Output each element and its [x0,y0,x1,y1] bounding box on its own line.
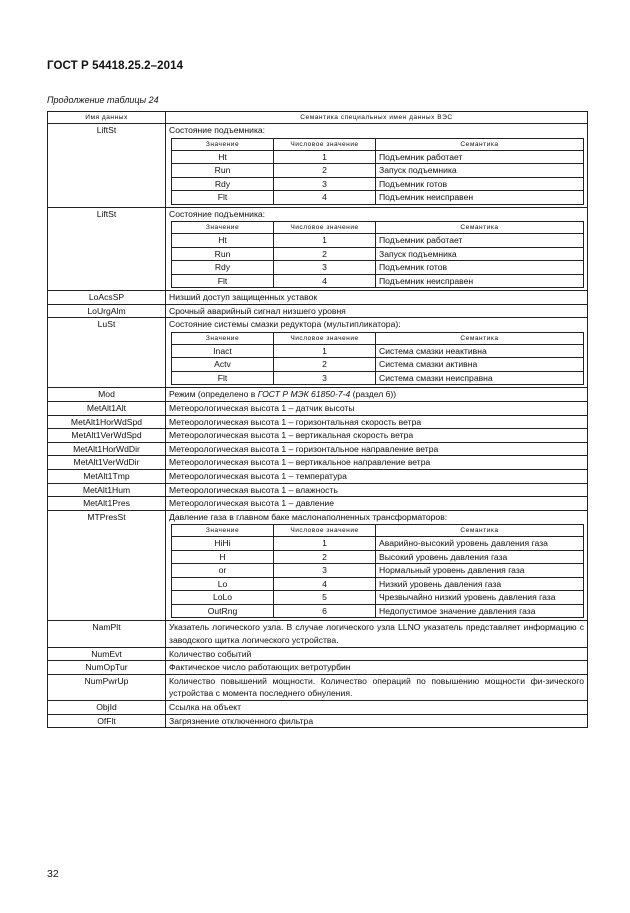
enum-header-numeric: Числовое значение [274,332,376,344]
enum-value: OutRng [172,604,274,618]
enum-semantics: Система смазки активна [376,358,584,372]
enum-numeric-value: 2 [274,550,376,564]
semantics-text: Ссылка на объект [169,701,242,712]
enum-numeric-value: 1 [274,150,376,164]
enum-numeric-value: 2 [274,247,376,261]
enum-numeric-value: 1 [274,344,376,358]
data-name-cell: NamPlt [48,621,166,647]
enum-row [172,550,584,564]
enum-header-value: Значение [172,222,274,234]
semantics-text: Состояние системы смазки редуктора (мультипликатора): [169,319,401,330]
enum-row [172,577,584,591]
semantics-text-end: (раздел 6)) [350,389,397,400]
enum-numeric-value: 4 [274,577,376,591]
enum-row [172,177,584,191]
table-row [48,207,588,291]
data-name-cell: NumPwrUp [48,674,166,700]
enum-value: Flt [172,191,274,205]
enum-semantics: Запуск подъемника [376,247,584,261]
page-number: 32 [47,868,59,880]
semantics-text: Метеорологическая высота 1 – вертикальная скорость ветра [169,430,414,441]
semantics-cell [166,388,588,402]
semantics-cell [166,674,588,700]
enum-numeric-value: 6 [274,604,376,618]
enum-semantics: Запуск подъемника [376,164,584,178]
enum-row [172,234,584,248]
enum-row [172,591,584,605]
semantics-cell [166,497,588,511]
enum-value: Ht [172,150,274,164]
enum-row [172,564,584,578]
table-row [48,621,588,647]
data-name-cell: LiftSt [48,207,166,291]
semantics-cell [166,318,588,388]
enum-value: Run [172,164,274,178]
enum-values-table [171,221,584,288]
enum-header-numeric: Числовое значение [274,222,376,234]
semantics-cell [166,456,588,470]
semantics-text: Давление газа в главном баке маслонаполненных трансформаторов: [169,511,448,522]
table-row [48,674,588,700]
data-name-cell: MTPresSt [48,510,166,621]
enum-value: Actv [172,358,274,372]
enum-value: Flt [172,274,274,288]
data-name-cell: LoAcsSP [48,291,166,305]
table-row [48,510,588,621]
enum-numeric-value: 3 [274,177,376,191]
enum-header-value: Значение [172,332,274,344]
data-name-cell: NumOpTur [48,661,166,675]
enum-row [172,358,584,372]
table-row [48,402,588,416]
enum-header-semantics: Семантика [376,525,584,537]
enum-row [172,191,584,205]
table-row [48,661,588,675]
enum-header-numeric: Числовое значение [274,138,376,150]
semantics-text: Метеорологическая высота 1 – давление [169,498,335,509]
enum-semantics: Подъемник неисправен [376,274,584,288]
enum-header-value: Значение [172,525,274,537]
semantics-text: Состояние подъемника: [169,208,266,219]
data-name-cell: MetAlt1HorWdDir [48,442,166,456]
semantics-cell [166,402,588,416]
data-name-cell: MetAlt1Tmp [48,470,166,484]
enum-semantics: Низкий уровень давления газа [376,577,584,591]
enum-semantics: Высокий уровень давления газа [376,550,584,564]
standard-reference: ГОСТ Р МЭК 61850-7-4 [257,389,351,400]
enum-row [172,247,584,261]
enum-header-semantics: Семантика [376,138,584,150]
enum-value: H [172,550,274,564]
table-row [48,714,588,728]
semantics-cell [166,714,588,728]
enum-row [172,604,584,618]
table-row [48,291,588,305]
enum-values-table [171,524,584,618]
enum-numeric-value: 1 [274,234,376,248]
semantics-cell [166,415,588,429]
column-header-data-name: Имя данных [48,112,166,124]
data-name-cell: MetAlt1HorWdSpd [48,415,166,429]
table-row [48,497,588,511]
semantics-cell [166,304,588,318]
semantics-cell [166,661,588,675]
semantics-cell [166,700,588,714]
enum-semantics: Подъемник готов [376,177,584,191]
data-name-cell: LuSt [48,318,166,388]
data-name-cell: Mod [48,388,166,402]
enum-numeric-value: 3 [274,564,376,578]
semantics-text: Метеорологическая высота 1 – горизонтальное направление ветра [169,443,439,454]
data-name-cell: MetAlt1VerWdDir [48,456,166,470]
enum-value: or [172,564,274,578]
semantics-cell [166,207,588,291]
data-name-cell: MetAlt1Alt [48,402,166,416]
enum-semantics: Чрезвычайно низкий уровень давления газа [376,591,584,605]
semantics-cell [166,483,588,497]
semantics-text: Низший доступ защищенных уставок [169,292,318,303]
enum-value: Ht [172,234,274,248]
table-row [48,470,588,484]
table-row [48,647,588,661]
enum-row [172,537,584,551]
enum-numeric-value: 4 [274,191,376,205]
enum-header-semantics: Семантика [376,222,584,234]
enum-values-table [171,332,584,386]
data-name-cell: ObjId [48,700,166,714]
enum-numeric-value: 2 [274,358,376,372]
semantics-text: Количество событий [169,648,252,659]
enum-numeric-value: 1 [274,537,376,551]
enum-values-table [171,138,584,205]
data-name-cell: MetAlt1Hum [48,483,166,497]
enum-row [172,150,584,164]
table-row [48,456,588,470]
data-name-cell: MetAlt1VerWdSpd [48,429,166,443]
enum-numeric-value: 5 [274,591,376,605]
semantics-cell [166,291,588,305]
semantics-text: Метеорологическая высота 1 – горизонтальная скорость ветра [169,416,422,427]
enum-value: Rdy [172,177,274,191]
enum-numeric-value: 4 [274,274,376,288]
data-name-cell: LoUrgAlm [48,304,166,318]
data-names-table [47,111,588,728]
enum-semantics: Нормальный уровень давления газа [376,564,584,578]
enum-value: HiHi [172,537,274,551]
enum-semantics: Подъемник неисправен [376,191,584,205]
semantics-text: Метеорологическая высота 1 – датчик высоты [169,403,355,414]
table-row [48,124,588,208]
table-row [48,483,588,497]
data-name-cell: OfFlt [48,714,166,728]
enum-numeric-value: 3 [274,261,376,275]
semantics-text: Метеорологическая высота 1 – вертикальное направление ветра [169,457,431,468]
enum-semantics: Недопустимое значение давления газа [376,604,584,618]
enum-header-semantics: Семантика [376,332,584,344]
enum-value: Flt [172,371,274,385]
enum-row [172,344,584,358]
semantics-cell [166,647,588,661]
standard-title: ГОСТ Р 54418.25.2–2014 [47,60,184,72]
enum-row [172,164,584,178]
table-row [48,304,588,318]
table-row [48,318,588,388]
enum-semantics: Подъемник работает [376,150,584,164]
enum-header-numeric: Числовое значение [274,525,376,537]
enum-numeric-value: 2 [274,164,376,178]
semantics-text: Загрязнение отключенного фильтра [169,715,314,726]
enum-value: Inact [172,344,274,358]
enum-semantics: Подъемник работает [376,234,584,248]
enum-value: Lo [172,577,274,591]
enum-semantics: Система смазки неисправна [376,371,584,385]
semantics-cell [166,621,588,647]
enum-row [172,261,584,275]
column-header-semantics: Семантика специальных имен данных ВЭС [166,112,588,124]
enum-semantics: Подъемник готов [376,261,584,275]
table-row [48,700,588,714]
semantics-text: Метеорологическая высота 1 – температура [169,471,347,482]
enum-value: Run [172,247,274,261]
semantics-cell [166,442,588,456]
semantics-text: Метеорологическая высота 1 – влажность [169,484,338,495]
semantics-cell [166,470,588,484]
semantics-text: Количество повышений мощности. Количество операций по повышению мощности фи-зического устройства с момента последнего обнуления. [169,675,584,699]
table-row [48,429,588,443]
data-name-cell: MetAlt1Pres [48,497,166,511]
enum-row [172,274,584,288]
enum-semantics: Система смазки неактивна [376,344,584,358]
table-row [48,388,588,402]
table-row [48,442,588,456]
semantics-cell [166,124,588,208]
semantics-text: Состояние подъемника: [169,125,266,135]
data-name-cell: NumEvt [48,647,166,661]
semantics-cell [166,429,588,443]
table-caption: Продолжение таблицы 24 [47,95,159,105]
enum-value: LoLo [172,591,274,605]
enum-row [172,371,584,385]
semantics-text: Указатель логического узла. В случае логического узла LLNO указатель представляет информацию с заводского щитка логического устройства. [169,622,584,645]
data-name-cell: LiftSt [48,124,166,208]
semantics-text: Срочный аварийный сигнал низшего уровня [169,305,346,316]
enum-numeric-value: 3 [274,371,376,385]
semantics-text [169,388,584,401]
enum-value: Rdy [172,261,274,275]
semantics-cell [166,510,588,621]
table-row [48,415,588,429]
semantics-text: Фактическое число работающих ветротурбин [169,662,351,673]
enum-header-value: Значение [172,138,274,150]
enum-semantics: Аварийно-высокий уровень давления газа [376,537,584,551]
semantics-text-start: Режим (определено в [169,389,258,400]
